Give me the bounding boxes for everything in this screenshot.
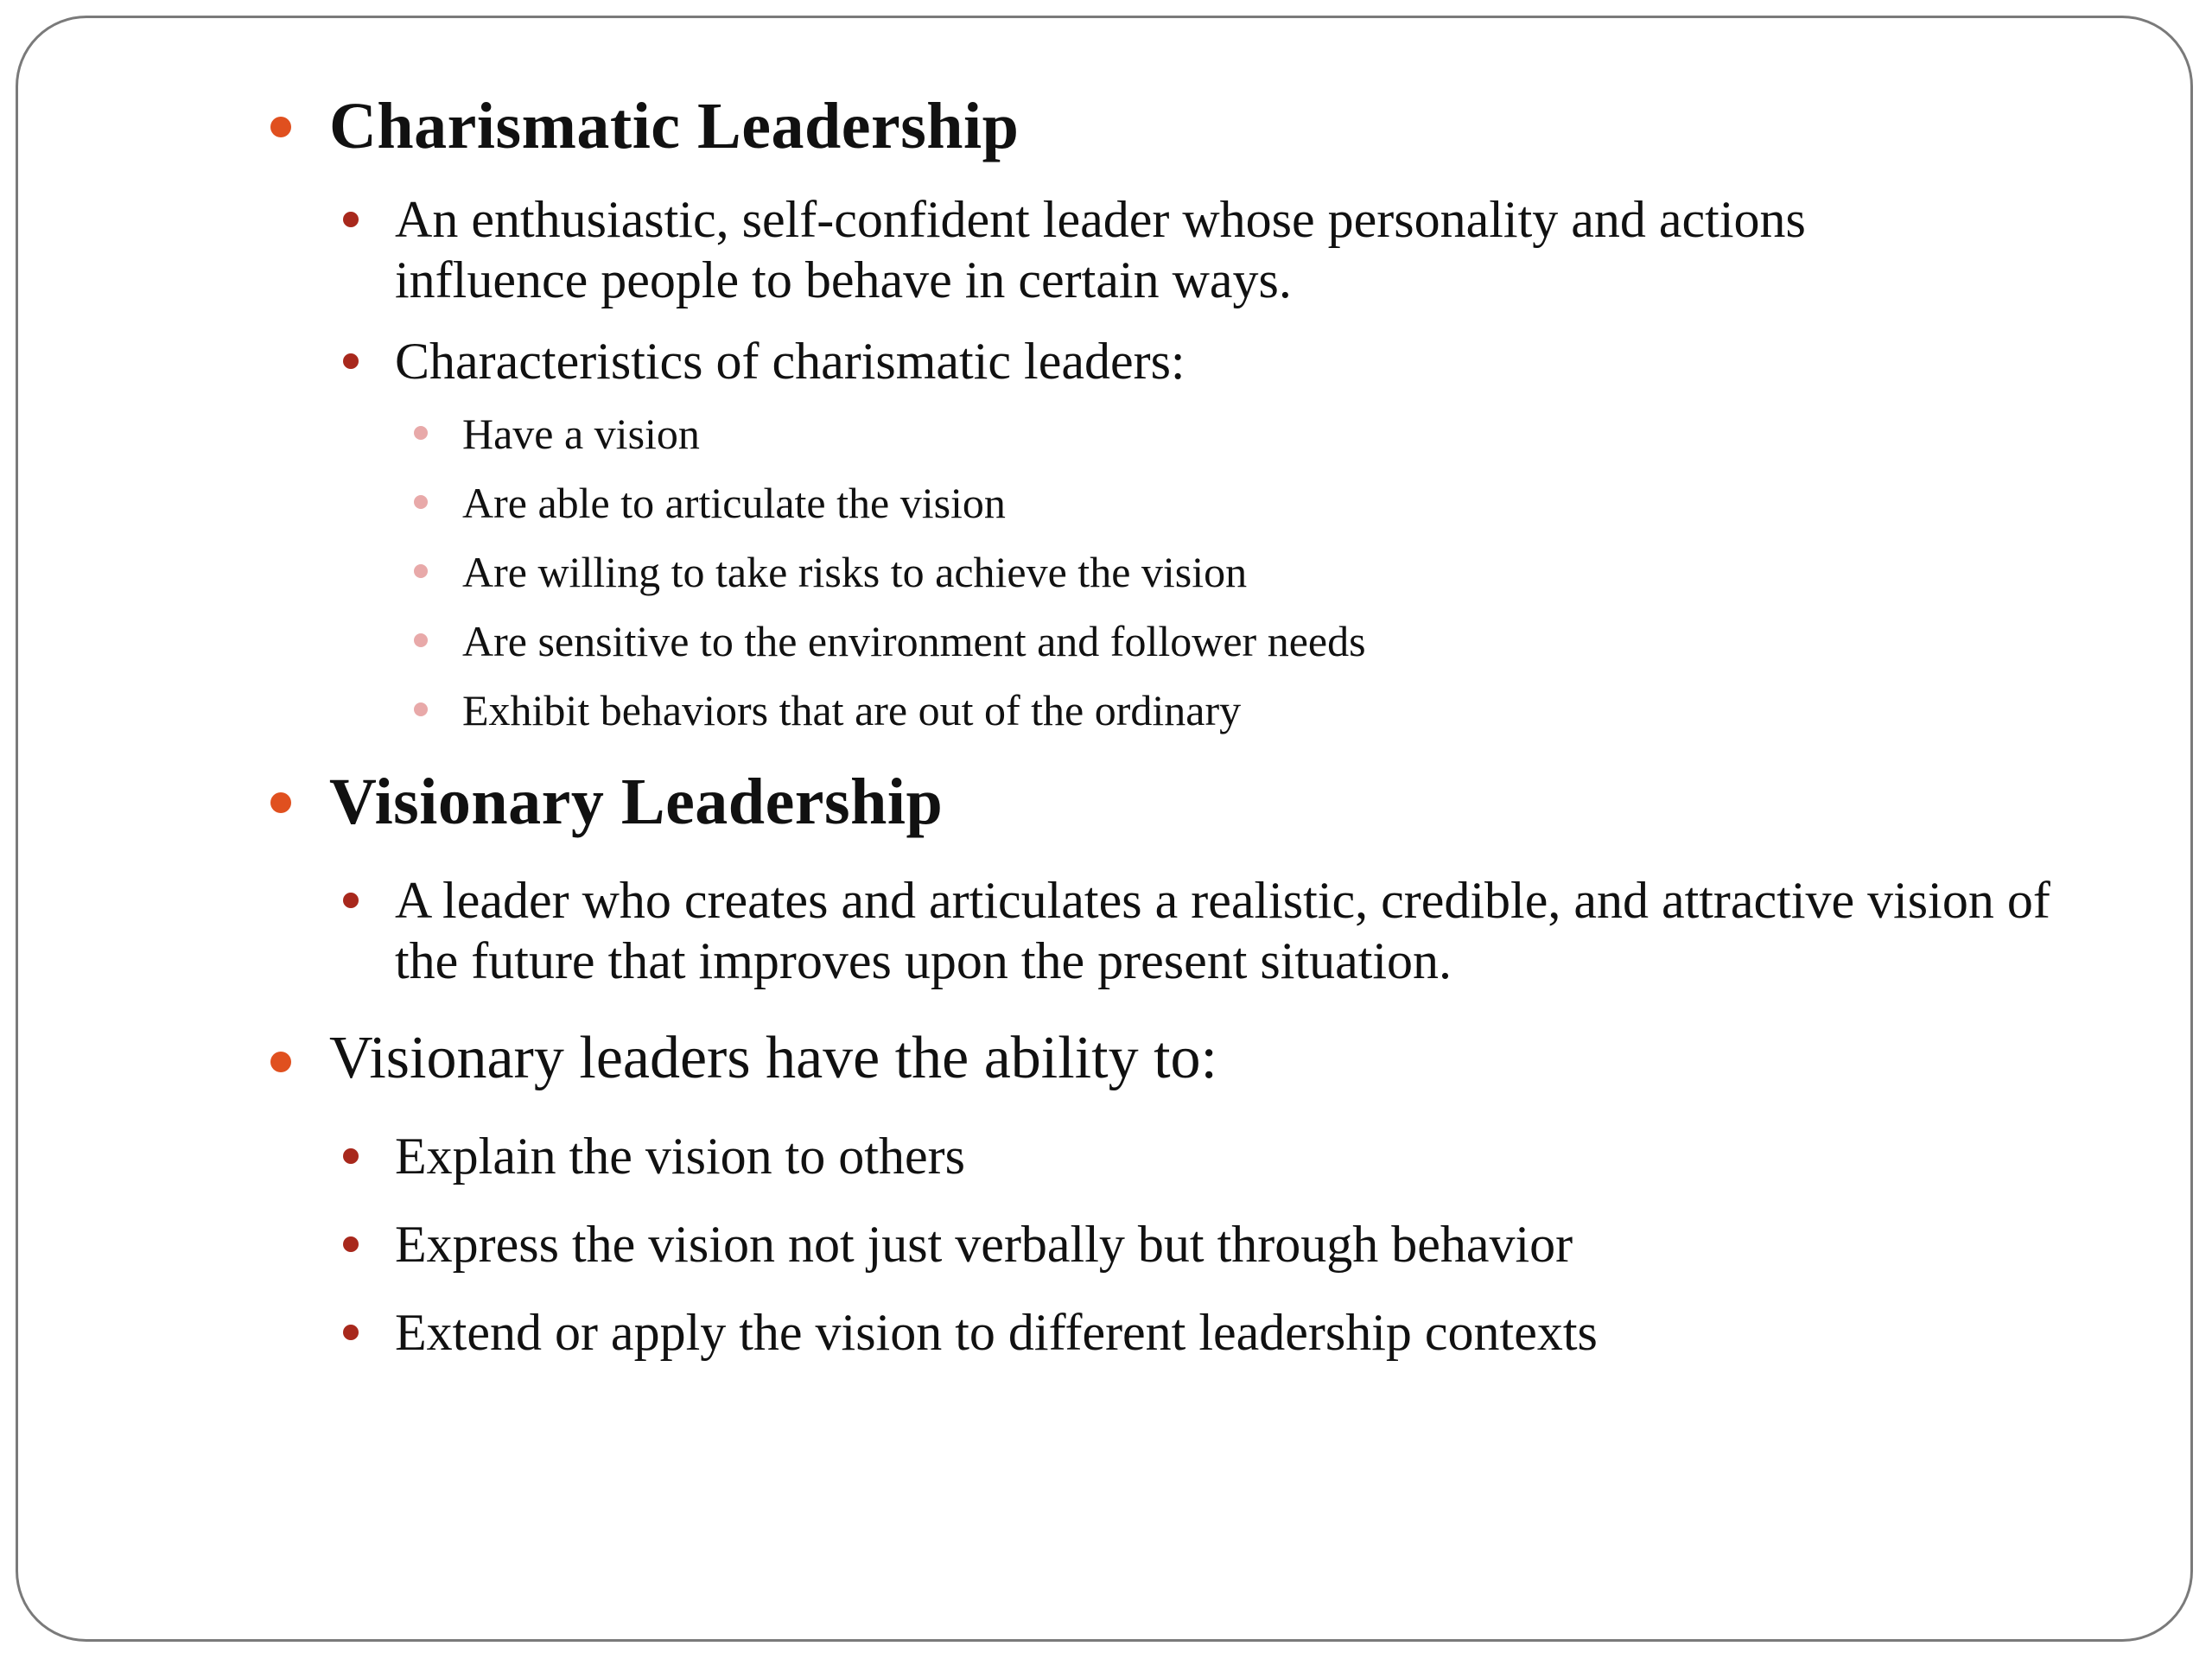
list-item-text: Express the vision not just verbally but through behavior <box>395 1216 1573 1273</box>
list-item-text: Characteristics of charismatic leaders: <box>395 333 1185 390</box>
section-heading-text: Charismatic Leadership <box>329 90 1020 162</box>
section-heading-visionary <box>329 765 943 840</box>
level2-bullet-icon <box>343 1325 359 1340</box>
list-item-ability <box>395 1302 1598 1363</box>
level1-bullet-icon <box>270 1052 291 1072</box>
sub-list-item <box>462 685 1241 735</box>
level2-bullet-icon <box>343 353 359 369</box>
level2-bullet-icon <box>343 893 359 908</box>
sub-list-item <box>462 478 1006 528</box>
sub-list-item-text: Exhibit behaviors that are out of the ordinary <box>462 686 1242 734</box>
level3-bullet-icon <box>414 633 428 647</box>
level2-bullet-icon <box>343 1148 359 1164</box>
level2-bullet-icon <box>343 1236 359 1252</box>
sub-list-item-text: Have a vision <box>462 410 700 458</box>
slide-frame <box>16 16 2193 1642</box>
level1-bullet-icon <box>270 117 291 137</box>
list-item-definition-visionary <box>395 870 2114 991</box>
list-item-definition-charismatic <box>395 189 1950 310</box>
sub-list-item <box>462 409 700 459</box>
level3-bullet-icon <box>414 426 428 440</box>
list-item-text: A leader who creates and articulates a realistic, credible, and attractive vision of the future that improves upon the present situation. <box>395 872 2050 989</box>
list-item-characteristics <box>395 331 1185 391</box>
section-heading-abilities <box>329 1024 1217 1093</box>
level1-bullet-icon <box>270 792 291 813</box>
slide-content <box>18 18 2190 1639</box>
list-item-text: Explain the vision to others <box>395 1128 965 1185</box>
sub-list-item-text: Are willing to take risks to achieve the vision <box>462 548 1248 596</box>
level3-bullet-icon <box>414 702 428 716</box>
sub-list-item-text: Are able to articulate the vision <box>462 479 1006 527</box>
level3-bullet-icon <box>414 564 428 578</box>
section-heading-text: Visionary leaders have the ability to: <box>329 1025 1217 1091</box>
level2-bullet-icon <box>343 212 359 227</box>
sub-list-item <box>462 616 1366 666</box>
list-item-ability <box>395 1214 1573 1274</box>
section-heading-text: Visionary Leadership <box>329 766 944 838</box>
list-item-text: Extend or apply the vision to different leadership contexts <box>395 1304 1598 1361</box>
sub-list-item-text: Are sensitive to the environment and follower needs <box>462 617 1366 665</box>
level3-bullet-icon <box>414 495 428 509</box>
list-item-ability <box>395 1126 965 1186</box>
section-heading-charismatic <box>329 89 1019 164</box>
sub-list-item <box>462 547 1247 597</box>
list-item-text: An enthusiastic, self-confident leader whose personality and actions influence people to behave in certain ways. <box>395 191 1806 308</box>
